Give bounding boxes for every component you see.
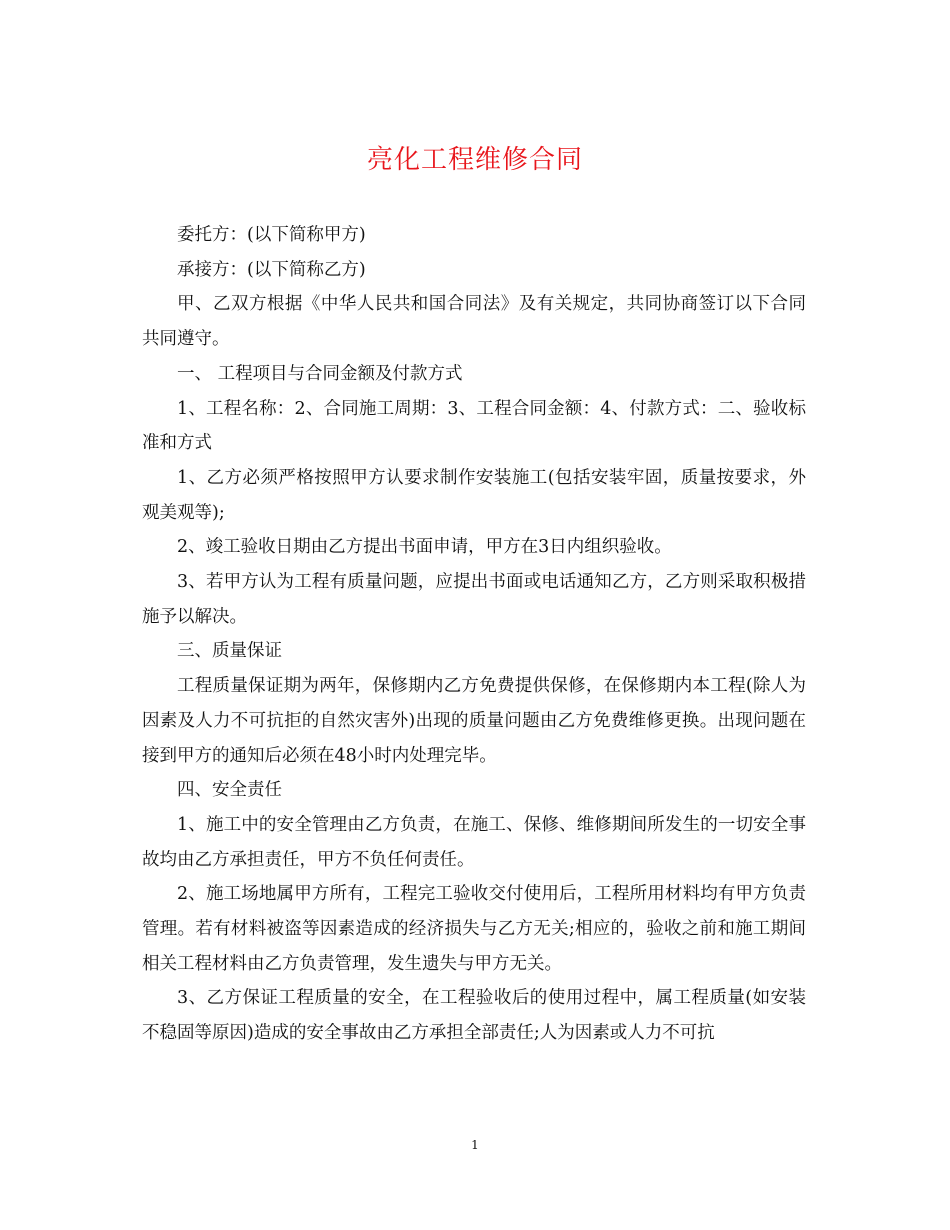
- document-body: [142, 218, 806, 1051]
- paragraph-safety-3: 3、乙方保证工程质量的安全，在工程验收后的使用过程中，属工程质量(如安装不稳固等原因)造成的安全事故由乙方承担全部责任;人为因素或人力不可抗: [142, 988, 806, 1044]
- paragraph-warranty: 工程质量保证期为两年，保修期内乙方免费提供保修，在保修期内本工程(除人为因素及人力不可抗拒的自然灾害外)出现的质量问题由乙方免费维修更换。出现问题在接到甲方的通知后必须在48小时内处理完毕。: [142, 676, 806, 766]
- section-heading-1: 一、 工程项目与合同金额及付款方式: [177, 363, 463, 384]
- paragraph-acceptance-2: 2、竣工验收日期由乙方提出书面申请，甲方在3日内组织验收。: [177, 537, 672, 558]
- paragraph-preamble: 甲、乙双方根据《中华人民共和国合同法》及有关规定，共同协商签订以下合同共同遵守。: [142, 294, 806, 350]
- page-title: 亮化工程维修合同: [366, 145, 583, 175]
- paragraph-client: 委托方：(以下简称甲方): [177, 225, 366, 245]
- page-number: 1: [471, 1138, 479, 1152]
- section-heading-3: 三、质量保证: [177, 641, 282, 662]
- paragraph-acceptance-3: 3、若甲方认为工程有质量问题，应提出书面或电话通知乙方，乙方则采取积极措施予以解决。: [142, 572, 806, 627]
- paragraph-project-items: 1、工程名称：2、合同施工周期：3、工程合同金额：4、付款方式：二、验收标准和方式: [142, 398, 806, 454]
- paragraph-contractor: 承接方：(以下简称乙方): [177, 259, 366, 280]
- paragraph-safety-1: 1、施工中的安全管理由乙方负责，在施工、保修、维修期间所发生的一切安全事故均由乙方承担责任，甲方不负任何责任。: [142, 814, 806, 870]
- section-heading-4: 四、安全责任: [177, 780, 282, 801]
- paragraph-safety-2: 2、施工场地属甲方所有，工程完工验收交付使用后，工程所用材料均有甲方负责管理。若有材料被盗等因素造成的经济损失与乙方无关;相应的，验收之前和施工期间相关工程材料由乙方负责管理，发生遗失与甲方无关。: [142, 884, 806, 974]
- paragraph-acceptance-1: 1、乙方必须严格按照甲方认要求制作安装施工(包括安装牢固，质量按要求，外观美观等);: [142, 467, 806, 523]
